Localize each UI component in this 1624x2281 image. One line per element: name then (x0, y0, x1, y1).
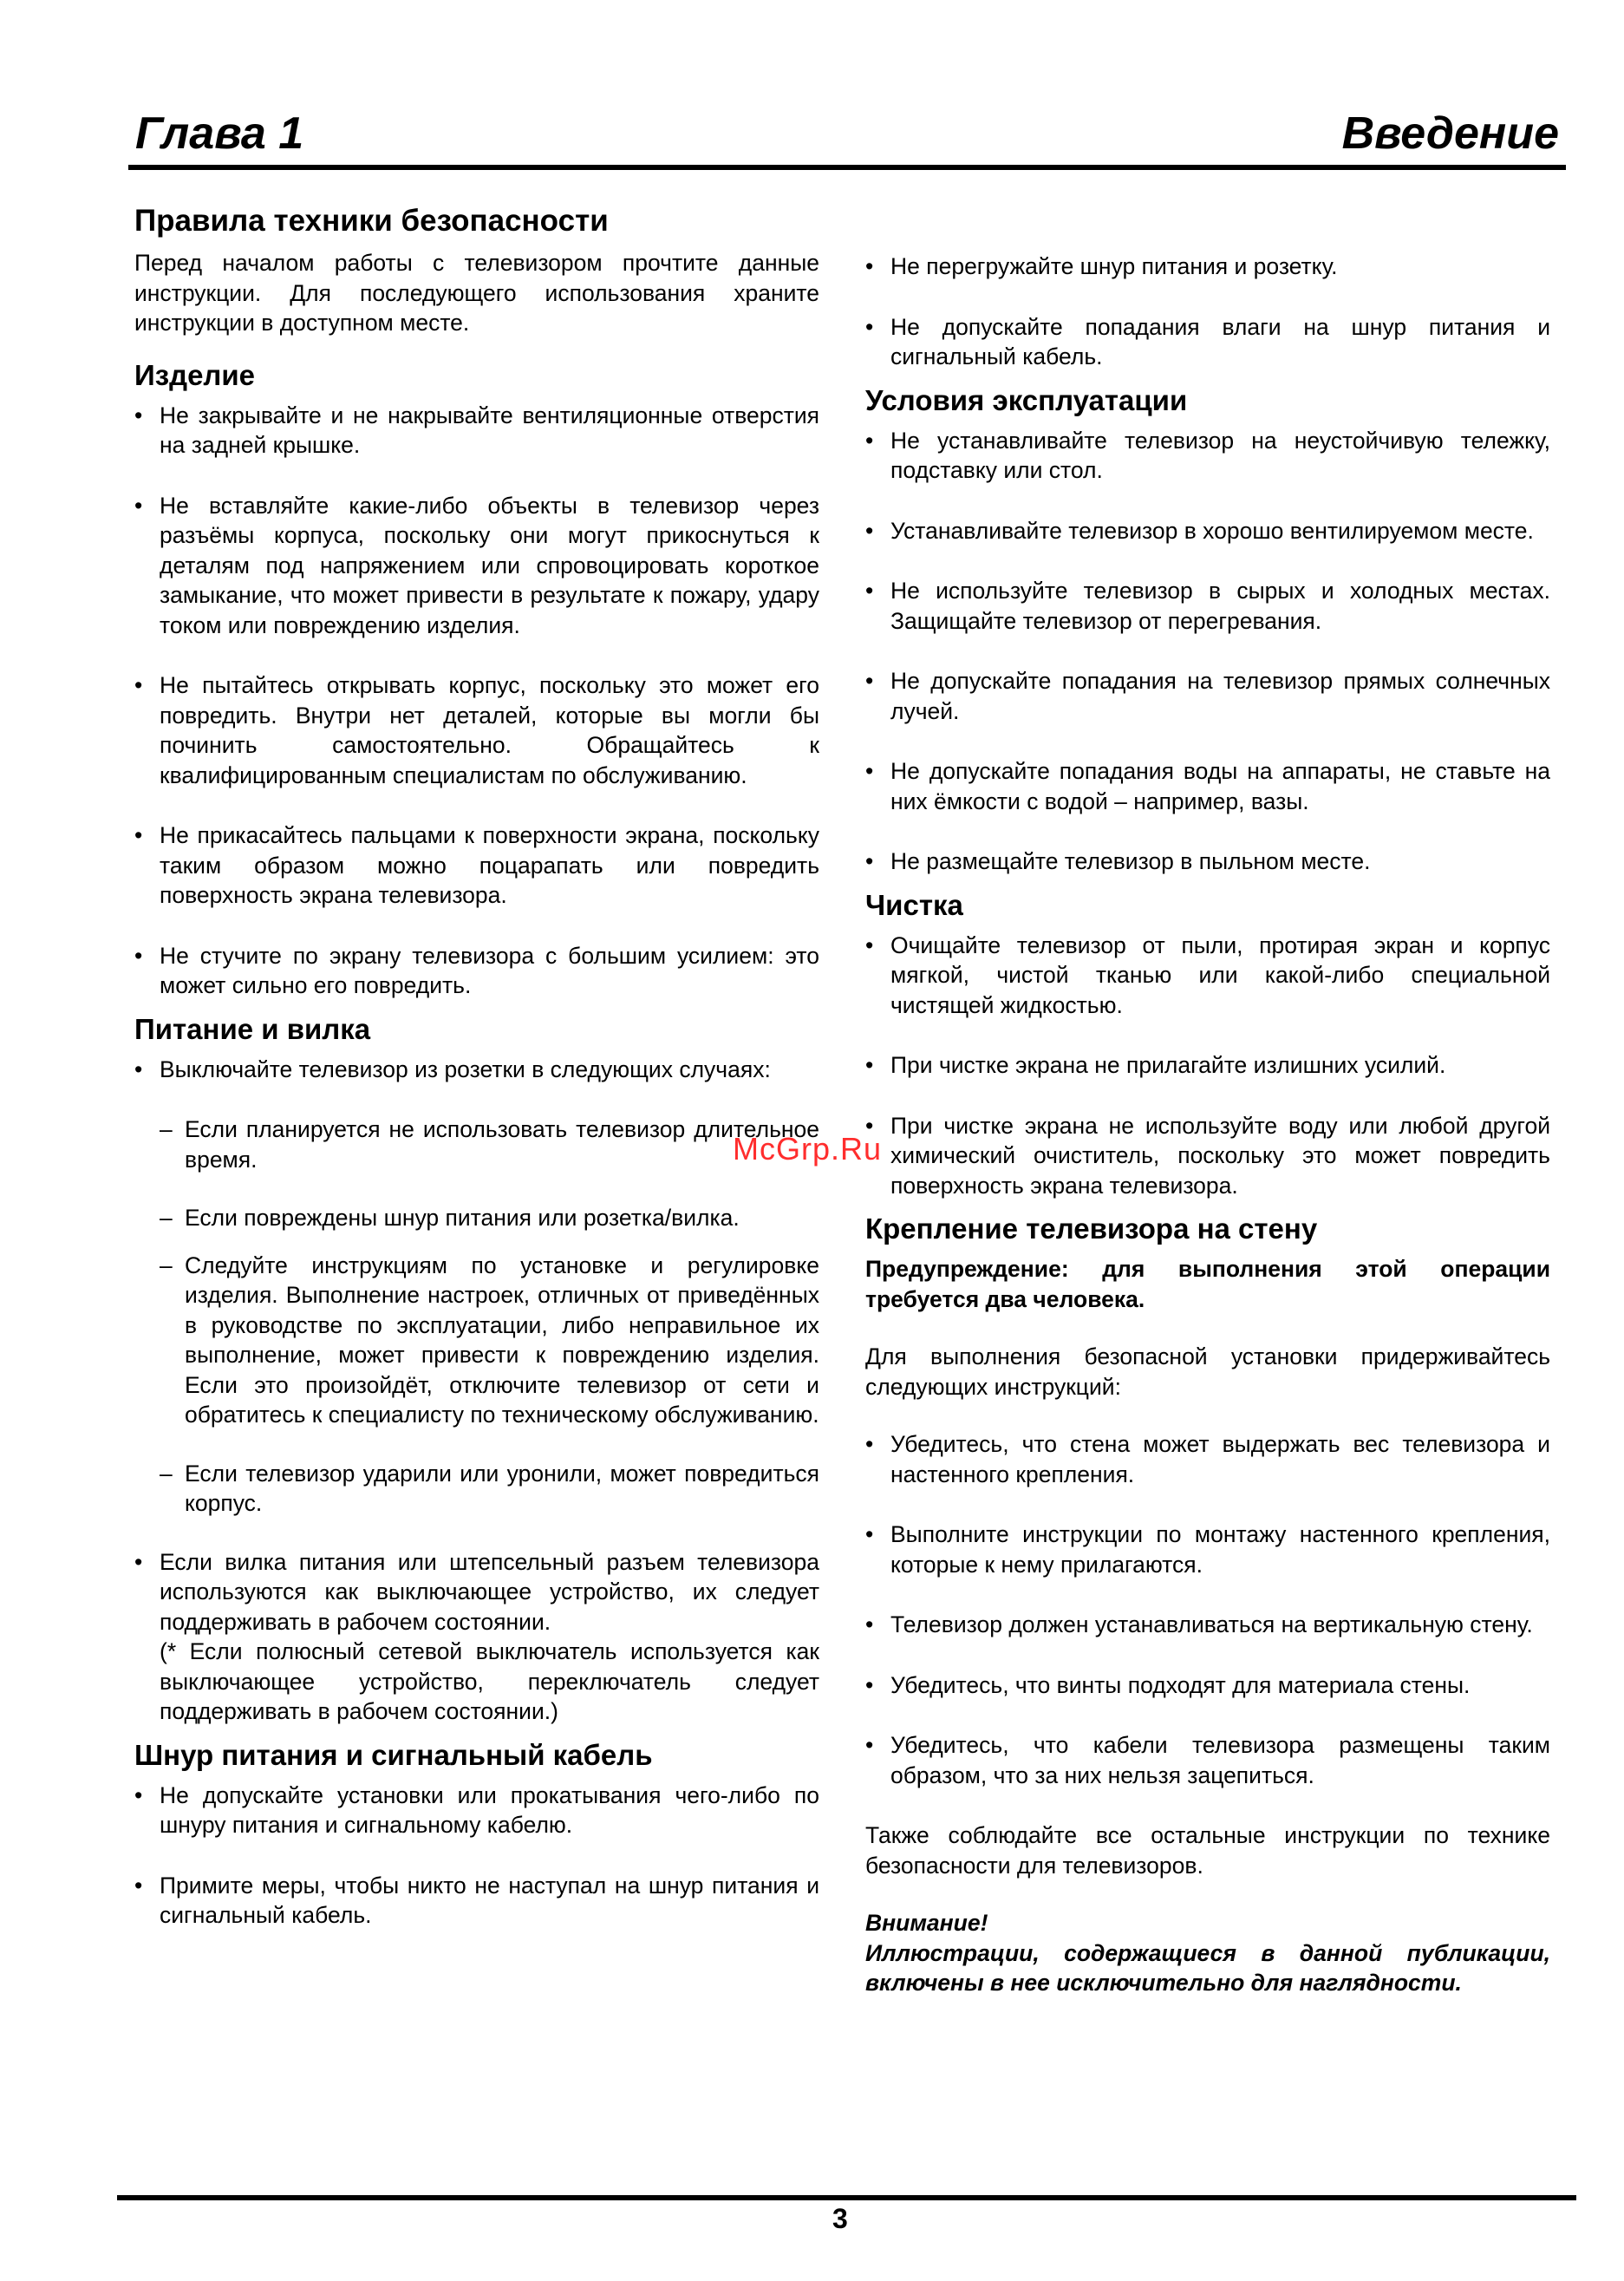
sub-list-item: – Если повреждены шнур питания или розетка/вилка. (134, 1203, 819, 1233)
cord-list-continued (865, 252, 1550, 372)
attention-text: Иллюстрации, содержащиеся в данной публикации, включены в нее исключительно для наглядности. (865, 1939, 1550, 1996)
sub-list-item: – Если планируется не использовать телевизор длительное время. (134, 1114, 819, 1174)
plug-item-note: (* Если полюсный сетевой выключатель используется как выключающее устройство, переключатель следует поддерживать в рабочем состоянии.) (160, 1638, 819, 1724)
page-header (128, 102, 1566, 170)
list-item: • Не прикасайтесь пальцами к поверхности экрана, поскольку таким образом можно поцарапать или повредить поверхность экрана телевизора. (134, 820, 819, 911)
chapter-title: Введение (1341, 108, 1559, 159)
list-item: • Не перегружайте шнур питания и розетку. (865, 252, 1550, 282)
wall-closing: Также соблюдайте все остальные инструкции по технике безопасности для телевизоров. (865, 1822, 1550, 1879)
list-item: • Убедитесь, что стена может выдержать вес телевизора и настенного крепления. (865, 1429, 1550, 1489)
list-item: • Не допускайте попадания воды на аппараты, не ставьте на них ёмкости с водой – например, вазы. (865, 756, 1550, 816)
power-heading: Питание и вилка (134, 1012, 371, 1045)
list-item: • Выключайте телевизор из розетки в следующих случаях: (134, 1055, 819, 1085)
list-item: • Убедитесь, что кабели телевизора размещены таким образом, что за них нельзя зацепиться. (865, 1730, 1550, 1790)
list-item (134, 1547, 819, 1727)
list-item: • Не стучите по экрану телевизора с большим усилием: это может сильно его повредить. (134, 941, 819, 1001)
operation-heading: Условия эксплуатации (865, 383, 1188, 416)
cord-list (134, 1781, 819, 1931)
wall-warning: Предупреждение: для выполнения этой операции требуется два человека. (865, 1256, 1550, 1312)
cord-heading: Шнур питания и сигнальный кабель (134, 1738, 653, 1771)
safety-title: Правила техники безопасности (134, 204, 609, 238)
watermark: McGrp.Ru (733, 1131, 883, 1167)
wall-heading: Крепление телевизора на стену (865, 1212, 1318, 1245)
product-list (134, 401, 819, 1001)
cleaning-heading: Чистка (865, 888, 963, 921)
footer-divider (117, 2195, 1576, 2200)
sub-list-item: – Если телевизор ударили или уронили, может повредиться корпус. (134, 1459, 819, 1519)
plug-item-text: • Если вилка питания или штепсельный разъем телевизора используются как выключающее устройство, их следует поддерживать в рабочем состоянии. (160, 1548, 819, 1635)
list-item: • Не размещайте телевизор в пыльном месте. (865, 846, 1550, 877)
sub-list-item: – Следуйте инструкциям по установке и регулировке изделия. Выполнение настроек, отличных от приведённых в руководстве по эксплуатации, либо неправильное их выполнение, может привести к повреждению изделия. Если это произойдёт, отключите телевизор от сети и обратитесь к специалисту по техническому обслуживанию. (134, 1251, 819, 1430)
operation-list (865, 426, 1550, 877)
list-item: • Не допускайте установки или прокатывания чего-либо по шнуру питания и сигнальному кабелю. (134, 1781, 819, 1840)
power-list (134, 1055, 819, 1085)
list-item: • Устанавливайте телевизор в хорошо вентилируемом месте. (865, 516, 1550, 546)
intro-paragraph: Перед началом работы с телевизором прочтите данные инструкции. Для последующего использования храните инструкции в доступном месте. (134, 250, 819, 336)
list-item: • При чистке экрана не прилагайте излишних усилий. (865, 1050, 1550, 1081)
list-item: • Телевизор должен устанавливаться на вертикальную стену. (865, 1610, 1550, 1640)
wall-lead: Для выполнения безопасной установки придерживайтесь следующих инструкций: (865, 1343, 1550, 1400)
list-item: • Убедитесь, что винты подходят для материала стены. (865, 1670, 1550, 1701)
list-item: • Не устанавливайте телевизор на неустойчивую тележку, подставку или стол. (865, 426, 1550, 486)
list-item: • Очищайте телевизор от пыли, протирая экран и корпус мягкой, чистой тканью или какой-либо специальной чистящей жидкостью. (865, 931, 1550, 1021)
left-column (134, 201, 819, 1961)
list-item: • При чистке экрана не используйте воду или любой другой химический очиститель, поскольку это может повредить поверхность экрана телевизора. (865, 1111, 1550, 1201)
wall-list (865, 1429, 1550, 1790)
list-item: • Примите меры, чтобы никто не наступал на шнур питания и сигнальный кабель. (134, 1871, 819, 1931)
list-item: • Не используйте телевизор в сырых и холодных местах. Защищайте телевизор от перегревания. (865, 576, 1550, 636)
list-item: • Не допускайте попадания на телевизор прямых солнечных лучей. (865, 666, 1550, 726)
plug-list (134, 1547, 819, 1727)
cleaning-list (865, 931, 1550, 1201)
list-item: • Не вставляйте какие-либо объекты в телевизор через разъёмы корпуса, поскольку они могут прикоснуться к деталям под напряжением или спровоцировать короткое замыкание, что может привести в результате к пожару, удару током или повреждению изделия. (134, 491, 819, 641)
power-sub-list (134, 1114, 819, 1519)
list-item: • Не допускайте попадания влаги на шнур питания и сигнальный кабель. (865, 312, 1550, 372)
list-item: • Не закрывайте и не накрывайте вентиляционные отверстия на задней крышке. (134, 401, 819, 461)
right-column (865, 252, 1550, 1998)
chapter-label: Глава 1 (135, 108, 304, 159)
product-heading: Изделие (134, 358, 256, 391)
attention-title: Внимание! (865, 1910, 988, 1936)
list-item: • Не пытайтесь открывать корпус, поскольку это может его повредить. Внутри нет деталей, которые вы могли бы починить самостоятельно. Обращайтесь к квалифицированным специалистам по обслуживанию. (134, 670, 819, 790)
page-number: 3 (832, 2203, 848, 2234)
list-item: • Выполните инструкции по монтажу настенного крепления, которые к нему прилагаются. (865, 1520, 1550, 1579)
